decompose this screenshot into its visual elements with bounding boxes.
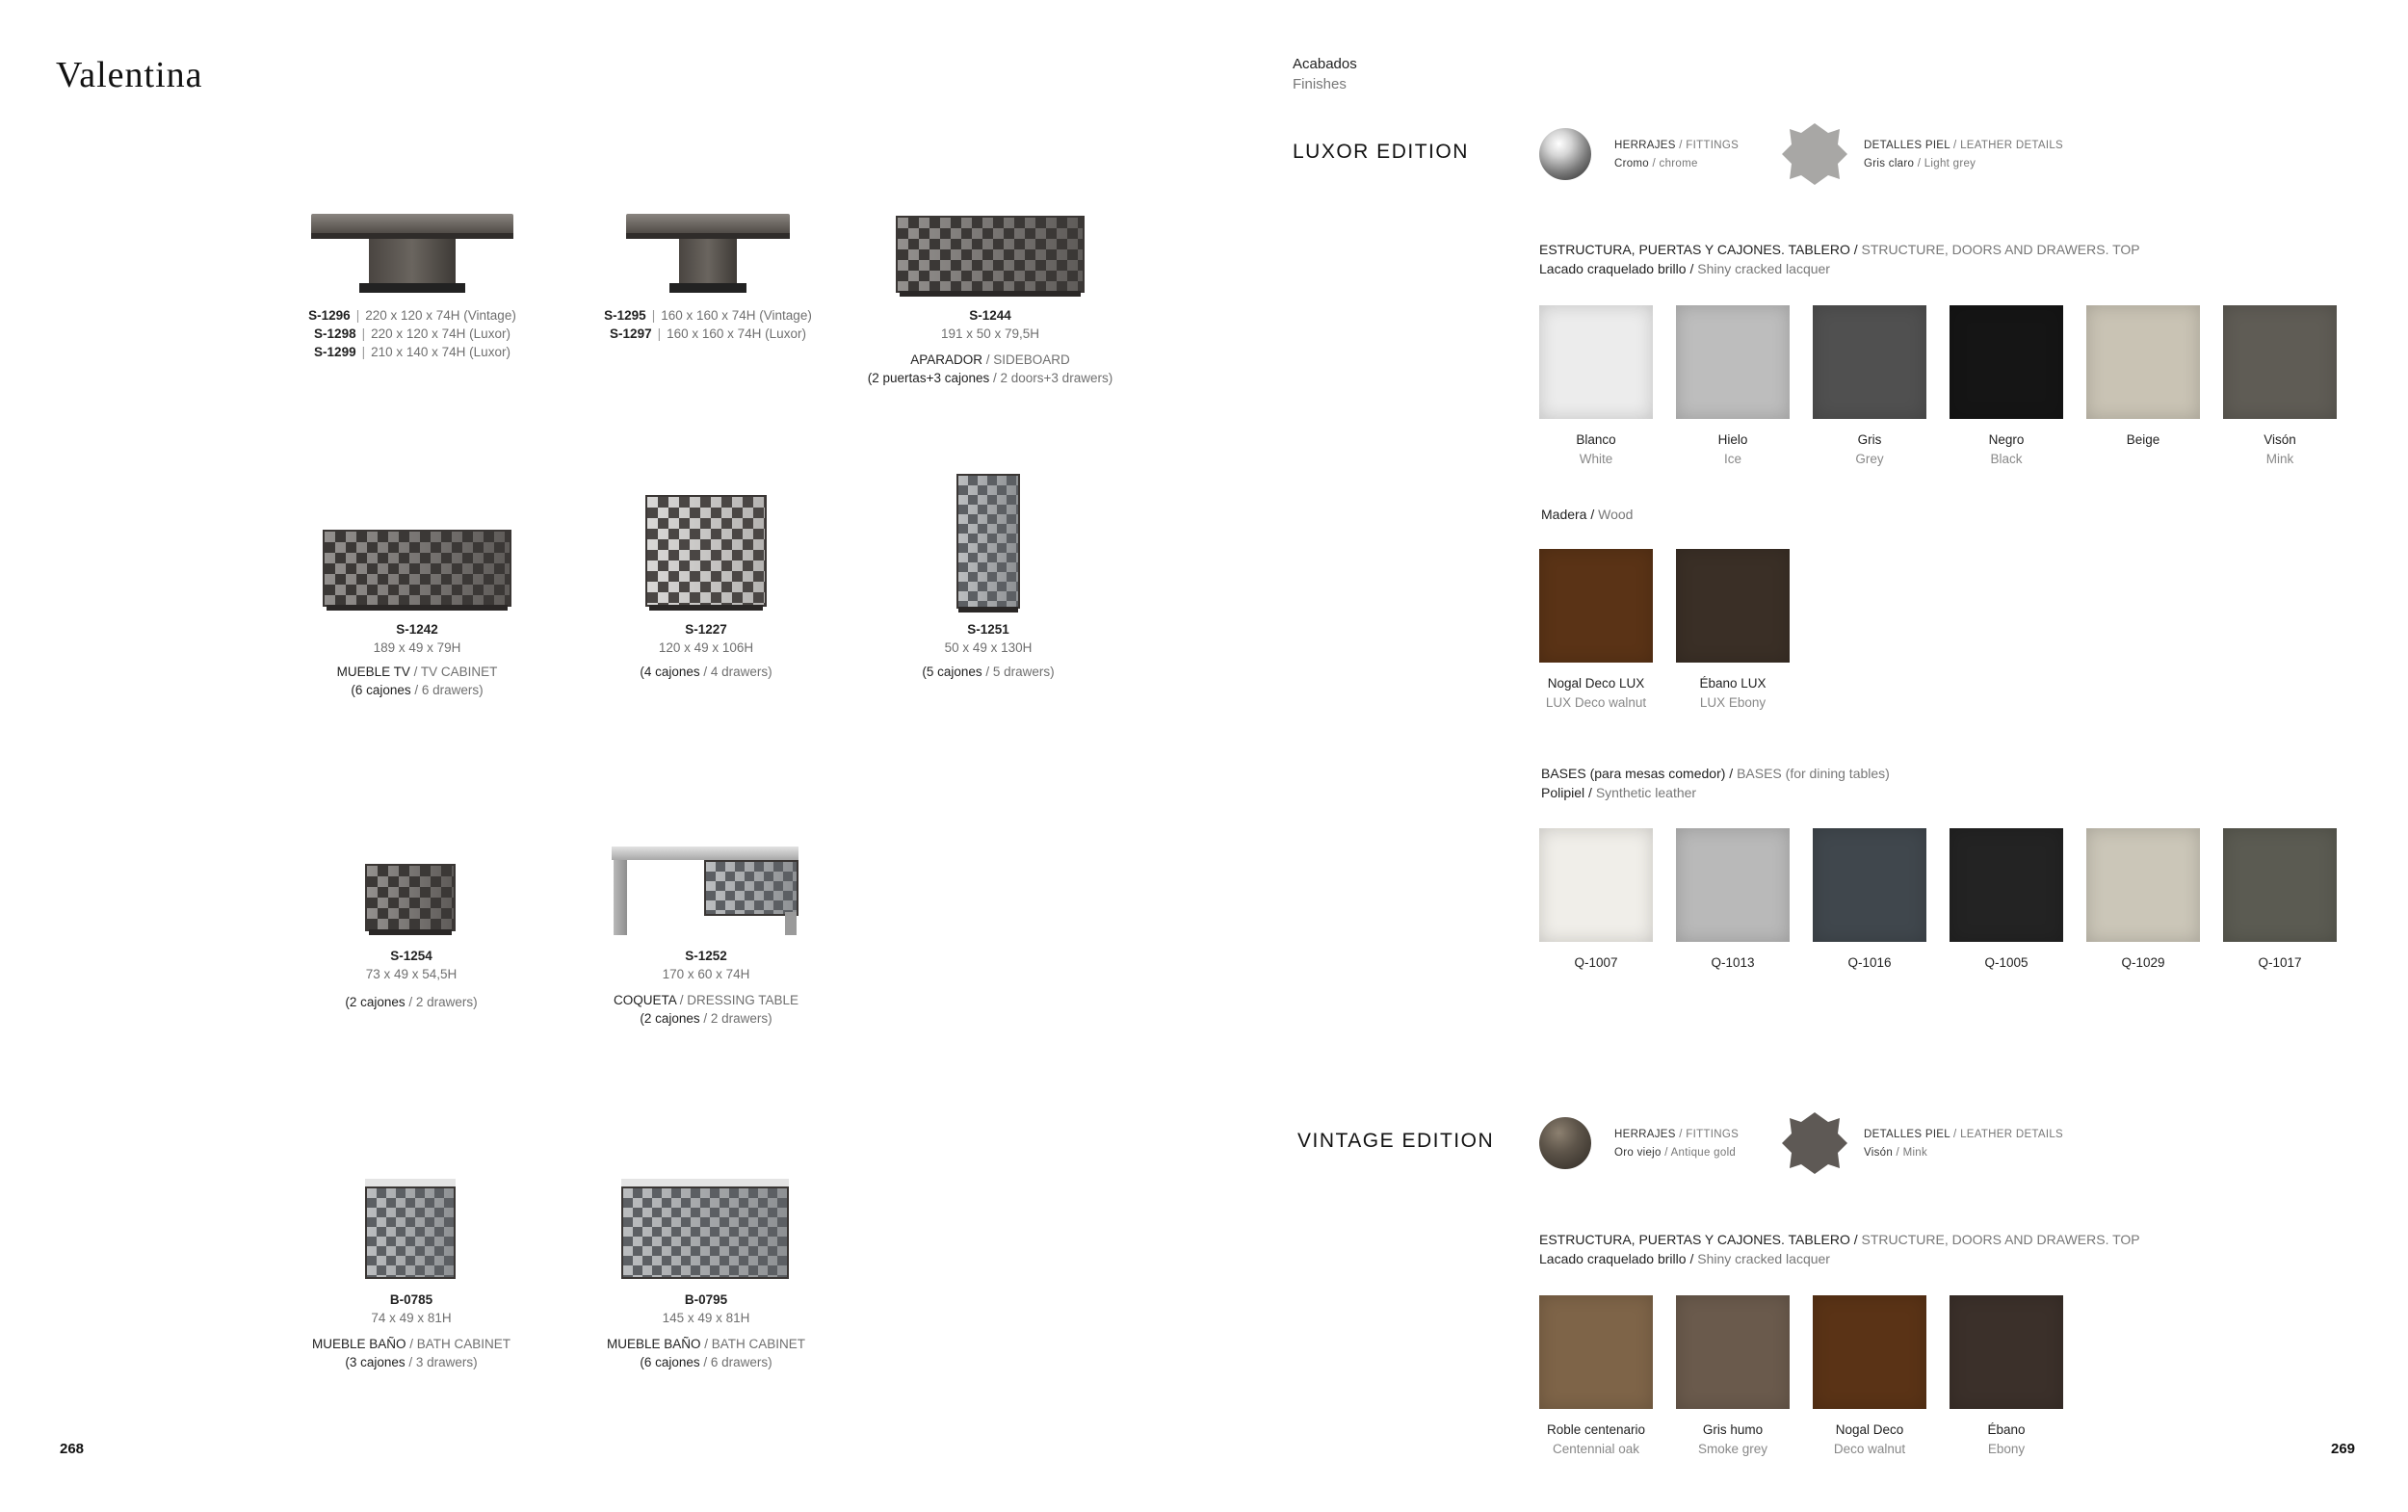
- finish-swatch-label: Q-1029: [2121, 955, 2165, 970]
- bath-cabinet-small-image: [365, 1177, 458, 1283]
- product-s1295: S-1295 | 160 x 160 x 74H (Vintage) S-1297 | 160 x 160 x 74H (Luxor): [544, 214, 872, 343]
- finish-swatch-label: Blanco White: [1576, 432, 1616, 466]
- product-s1254: S-1254 73 x 49 x 54,5H (2 cajones / 2 drawers): [248, 862, 575, 1011]
- tv-cabinet-image: [323, 520, 511, 613]
- finish-swatch: [1676, 549, 1790, 663]
- vintage-leather-details: DETALLES PIEL / LEATHER DETAILS Visón / Mink: [1864, 1129, 2064, 1159]
- vintage-structure-heading: ESTRUCTURA, PUERTAS Y CAJONES. TABLERO / STRUCTURE, DOORS AND DRAWERS. TOP Lacado craquelado brillo / Shiny cracked lacquer: [1539, 1232, 2140, 1266]
- product-dims: 189 x 49 x 79H: [373, 640, 461, 655]
- luxor-wood-heading: Madera / Wood: [1541, 507, 1634, 522]
- vintage-edition-title: VINTAGE EDITION: [1297, 1130, 1495, 1152]
- page-number-right: 269: [2331, 1441, 2356, 1457]
- leather-hide-mink-swatch: [1780, 1110, 1849, 1176]
- finish-swatch-label: Q-1017: [2258, 955, 2302, 970]
- product-code: B-0785: [389, 1292, 433, 1307]
- product-type: TV CABINET: [420, 665, 498, 679]
- product-s1242: S-1242 189 x 49 x 79H MUEBLE TV / TV CABINET (6 cajones / 6 drawers): [253, 520, 581, 699]
- product-detail: 3 drawers): [415, 1355, 478, 1369]
- product-detail: 6 drawers): [710, 1355, 772, 1369]
- product-code: S-1299: [314, 345, 356, 359]
- bath-cabinet-large-image: [621, 1177, 791, 1283]
- product-dims: 145 x 49 x 81H: [662, 1311, 750, 1325]
- finish-swatch-label: Ébano LUX LUX Ebony: [1699, 676, 1767, 710]
- finish-swatch: [1813, 1295, 1926, 1409]
- finish-swatch: [2086, 305, 2200, 419]
- finish-swatch-label: Q-1005: [1984, 955, 2028, 970]
- finish-swatch: [1676, 305, 1790, 419]
- chest-of-drawers-image: [645, 491, 767, 613]
- square-table-image: [626, 214, 790, 299]
- product-code: S-1296: [308, 308, 351, 323]
- finish-swatch: [2223, 305, 2337, 419]
- product-dims: 210 x 140 x 74H (Luxor): [371, 345, 510, 359]
- product-dims: 170 x 60 x 74H: [662, 967, 750, 981]
- product-detail: 4 drawers): [710, 665, 772, 679]
- luxor-bases-heading: BASES (para mesas comedor) / BASES (for dining tables) Polipiel / Synthetic leather: [1541, 766, 1890, 800]
- product-detail: 5 drawers): [992, 665, 1055, 679]
- product-dims: 220 x 120 x 74H (Luxor): [371, 326, 510, 341]
- finish-swatch-label: Beige: [2126, 432, 2160, 447]
- finish-swatch: [1950, 828, 2063, 942]
- luxor-fittings: HERRAJES / FITTINGS Cromo / chrome: [1614, 140, 1740, 169]
- product-s1244: S-1244 191 x 50 x 79,5H APARADOR / SIDEBOARD (2 puertas+3 cajones / 2 doors+3 drawers): [826, 214, 1154, 387]
- luxor-edition-title: LUXOR EDITION: [1293, 141, 1469, 163]
- finish-swatch: [1813, 305, 1926, 419]
- product-detail: 6 drawers): [421, 683, 484, 697]
- product-code: S-1251: [967, 622, 1009, 637]
- product-dims: 160 x 160 x 74H (Luxor): [667, 326, 806, 341]
- chrome-knob-swatch: [1539, 128, 1591, 180]
- finish-swatch: [1813, 828, 1926, 942]
- product-dims: 220 x 120 x 74H (Vintage): [365, 308, 516, 323]
- product-detail: 2 drawers): [415, 995, 478, 1009]
- product-code: S-1297: [610, 326, 652, 341]
- finish-swatch: [1950, 305, 2063, 419]
- vintage-fittings: HERRAJES / FITTINGS Oro viejo / Antique gold: [1614, 1129, 1740, 1159]
- product-s1251: S-1251 50 x 49 x 130H (5 cajones / 5 drawers): [824, 472, 1152, 681]
- finish-swatch: [1539, 549, 1653, 663]
- product-code: S-1244: [969, 308, 1011, 323]
- product-code: S-1252: [685, 949, 727, 963]
- finish-swatch-label: Negro Black: [1988, 432, 2025, 466]
- page-title: Valentina: [56, 55, 203, 95]
- finish-swatch-label: Ébano Ebony: [1987, 1422, 2026, 1456]
- finish-swatch: [1539, 305, 1653, 419]
- product-type: BATH CABINET: [711, 1337, 806, 1351]
- dining-table-image: [311, 214, 513, 299]
- product-dims: 74 x 49 x 81H: [371, 1311, 452, 1325]
- product-s1227: S-1227 120 x 49 x 106H (4 cajones / 4 drawers): [542, 491, 870, 681]
- finish-swatch: [1950, 1295, 2063, 1409]
- product-code: S-1227: [685, 622, 727, 637]
- product-type: DRESSING TABLE: [687, 993, 799, 1007]
- finish-swatch-label: Hielo Ice: [1717, 432, 1748, 466]
- product-dims: 73 x 49 x 54,5H: [365, 967, 458, 981]
- product-dims: 120 x 49 x 106H: [658, 640, 754, 655]
- product-code: S-1295: [604, 308, 646, 323]
- product-type: BATH CABINET: [416, 1337, 511, 1351]
- finish-swatch-label: Q-1007: [1574, 955, 1618, 970]
- dressing-table-image: [612, 843, 800, 939]
- tall-chest-image: [955, 472, 1022, 613]
- product-s1296: S-1296 | 220 x 120 x 74H (Vintage) S-1298 | 220 x 120 x 74H (Luxor) S-1299 | 210 x 140 x 74H (Luxor): [249, 214, 576, 361]
- product-code: S-1254: [390, 949, 432, 963]
- page-number-left: 268: [60, 1441, 85, 1457]
- finish-swatch: [2223, 828, 2337, 942]
- finish-swatch: [1539, 1295, 1653, 1409]
- finish-swatch-label: Q-1013: [1711, 955, 1755, 970]
- product-b0795: B-0795 145 x 49 x 81H MUEBLE BAÑO / BATH CABINET (6 cajones / 6 drawers): [542, 1177, 870, 1371]
- product-code: S-1298: [314, 326, 356, 341]
- nightstand-image: [365, 862, 458, 939]
- product-dims: 50 x 49 x 130H: [944, 640, 1033, 655]
- product-s1252: S-1252 170 x 60 x 74H COQUETA / DRESSING TABLE (2 cajones / 2 drawers): [542, 843, 870, 1028]
- finish-swatch-label: Gris humo Smoke grey: [1697, 1422, 1768, 1456]
- product-b0785: B-0785 74 x 49 x 81H MUEBLE BAÑO / BATH CABINET (3 cajones / 3 drawers): [248, 1177, 575, 1371]
- finish-swatch-label: Nogal Deco LUX LUX Deco walnut: [1545, 676, 1647, 710]
- sideboard-image: [896, 214, 1085, 299]
- product-code: B-0795: [684, 1292, 728, 1307]
- finish-swatch-label: Q-1016: [1847, 955, 1892, 970]
- finish-swatch: [2086, 828, 2200, 942]
- product-dims: 191 x 50 x 79,5H: [940, 326, 1040, 341]
- finish-swatch: [1539, 828, 1653, 942]
- luxor-leather-details: DETALLES PIEL / LEATHER DETAILS Gris claro / Light grey: [1864, 140, 2064, 169]
- finish-swatch-label: Nogal Deco Deco walnut: [1833, 1422, 1906, 1456]
- antique-gold-knob-swatch: [1539, 1117, 1591, 1169]
- product-detail: 2 doors+3 drawers): [1000, 371, 1113, 385]
- finish-swatch: [1676, 1295, 1790, 1409]
- finish-swatch-label: Visón Mink: [2264, 432, 2296, 466]
- finishes-header: Acabados Finishes: [1293, 56, 1357, 92]
- luxor-structure-heading: ESTRUCTURA, PUERTAS Y CAJONES. TABLERO / STRUCTURE, DOORS AND DRAWERS. TOP Lacado craquelado brillo / Shiny cracked lacquer: [1539, 242, 2140, 276]
- product-code: S-1242: [396, 622, 438, 637]
- product-dims: 160 x 160 x 74H (Vintage): [661, 308, 812, 323]
- leather-hide-light-grey-swatch: [1780, 121, 1849, 187]
- product-type: SIDEBOARD: [993, 352, 1070, 367]
- finish-swatch: [1676, 828, 1790, 942]
- finish-swatch-label: Gris Grey: [1855, 432, 1884, 466]
- product-detail: 2 drawers): [710, 1011, 772, 1026]
- finish-swatch-label: Roble centenario Centennial oak: [1546, 1422, 1646, 1456]
